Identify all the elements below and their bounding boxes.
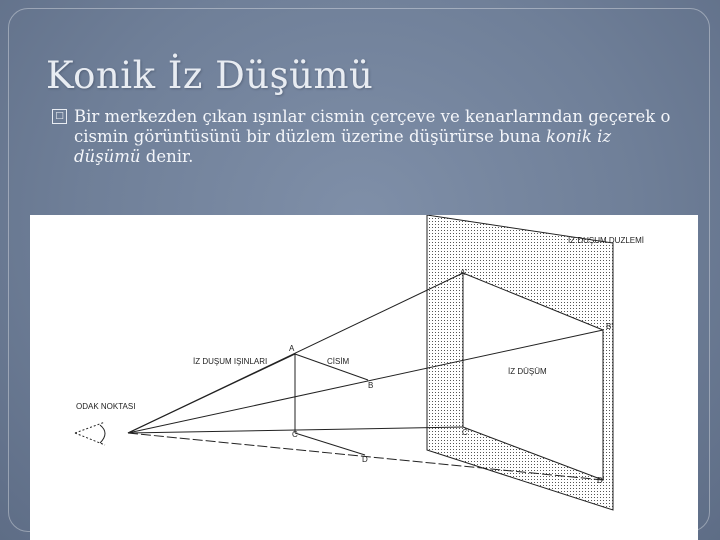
point-c-prime-label: C' xyxy=(462,428,470,437)
point-b-prime-label: B' xyxy=(606,322,613,331)
bullet-text-emphasis: konik iz düşümü xyxy=(74,127,612,166)
object-label: CİSİM xyxy=(327,357,350,366)
focal-point-marker xyxy=(75,422,105,445)
bullet-text-before: Bir merkezden çıkan ışınlar cismin çerçeve ve kenarlarından geçerek o cismin görüntüsünü bir düzlem üzerine düşürürse buna xyxy=(74,107,671,146)
point-b-label: B xyxy=(368,381,374,390)
projection-label: İZ DÜŞÜM xyxy=(508,367,547,376)
projection-diagram xyxy=(30,215,698,540)
point-d-prime-label: D' xyxy=(597,476,605,485)
object-edge-cd xyxy=(295,433,365,455)
bullet-glyph-icon: □ xyxy=(52,109,67,124)
slide-title: Konik İz Düşümü xyxy=(46,54,374,97)
bullet-item xyxy=(52,107,672,167)
point-c-label: C xyxy=(292,430,298,439)
point-d-label: D xyxy=(362,455,368,464)
focal-label: ODAK NOKTASI xyxy=(76,402,136,411)
point-a-label: A xyxy=(289,344,295,353)
plane-label: İZ DUŞUM DUZLEMİ xyxy=(568,236,644,245)
point-a-prime-label: A' xyxy=(460,268,467,277)
bullet-text xyxy=(52,107,672,167)
diagram-svg xyxy=(30,215,698,540)
bullet-text-after: denir. xyxy=(140,147,194,166)
rays-label: İZ DUŞUM IŞINLARI xyxy=(193,357,268,366)
